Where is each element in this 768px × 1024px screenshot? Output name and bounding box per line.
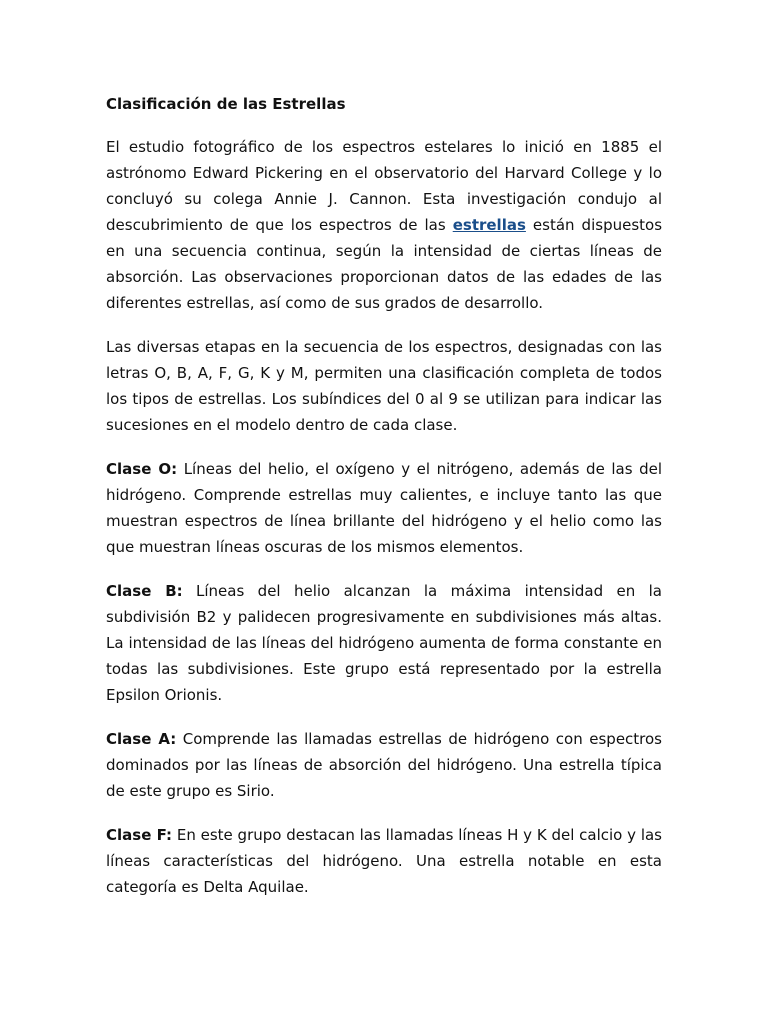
class-f-label: Clase F: (106, 826, 173, 844)
sequence-paragraph: Las diversas etapas en la secuencia de los espectros, designadas con las letras O, B, A, F, G, K y M, permiten una clasificación completa de todos los tipos de estrellas. Los subíndices del 0 al 9 se utilizan para indicar las sucesiones en el modelo dentro de cada clase. (106, 338, 662, 434)
intro-text-before-link: El estudio fotográfico de los espectros estelares lo inició en 1885 el astrónomo Edward Pickering en el observatorio del Harvard College y lo concluyó su colega Annie J. Cannon. Esta investigación condujo al descubrimiento de que los espectros de las (106, 138, 662, 234)
class-o-paragraph (106, 456, 662, 560)
class-b-label: Clase B: (106, 582, 183, 600)
intro-text-after-link: están dispuestos en una secuencia continua, según la intensidad de ciertas líneas de absorción. Las observaciones proporcionan datos de las edades de las diferentes estrellas, así como de sus grados de desarrollo. (106, 216, 663, 312)
estrellas-link[interactable]: estrellas (452, 216, 526, 234)
class-a-label: Clase A: (106, 730, 177, 748)
class-f-paragraph (106, 822, 662, 900)
document-title: Clasificación de las Estrellas (106, 95, 346, 113)
class-b-paragraph (106, 578, 662, 708)
class-o-label: Clase O: (106, 460, 178, 478)
class-o-text: Líneas del helio, el oxígeno y el nitrógeno, además de las del hidrógeno. Comprende estrellas muy calientes, e incluye tanto las que muestran espectros de línea brillante del hidrógeno y el helio como las que muestran líneas oscuras de los mismos elementos. (106, 460, 662, 556)
class-a-paragraph (106, 726, 662, 804)
class-f-text: En este grupo destacan las llamadas líneas H y K del calcio y las líneas características del hidrógeno. Una estrella notable en esta categoría es Delta Aquilae. (106, 826, 662, 896)
class-b-text: Líneas del helio alcanzan la máxima intensidad en la subdivisión B2 y palidecen progresivamente en subdivisiones más altas. La intensidad de las líneas del hidrógeno aumenta de forma constante en todas las subdivisiones. Este grupo está representado por la estrella Epsilon Orionis. (106, 582, 662, 704)
class-a-text: Comprende las llamadas estrellas de hidrógeno con espectros dominados por las líneas de absorción del hidrógeno. Una estrella típica de este grupo es Sirio. (106, 730, 662, 800)
intro-paragraph (106, 134, 662, 316)
